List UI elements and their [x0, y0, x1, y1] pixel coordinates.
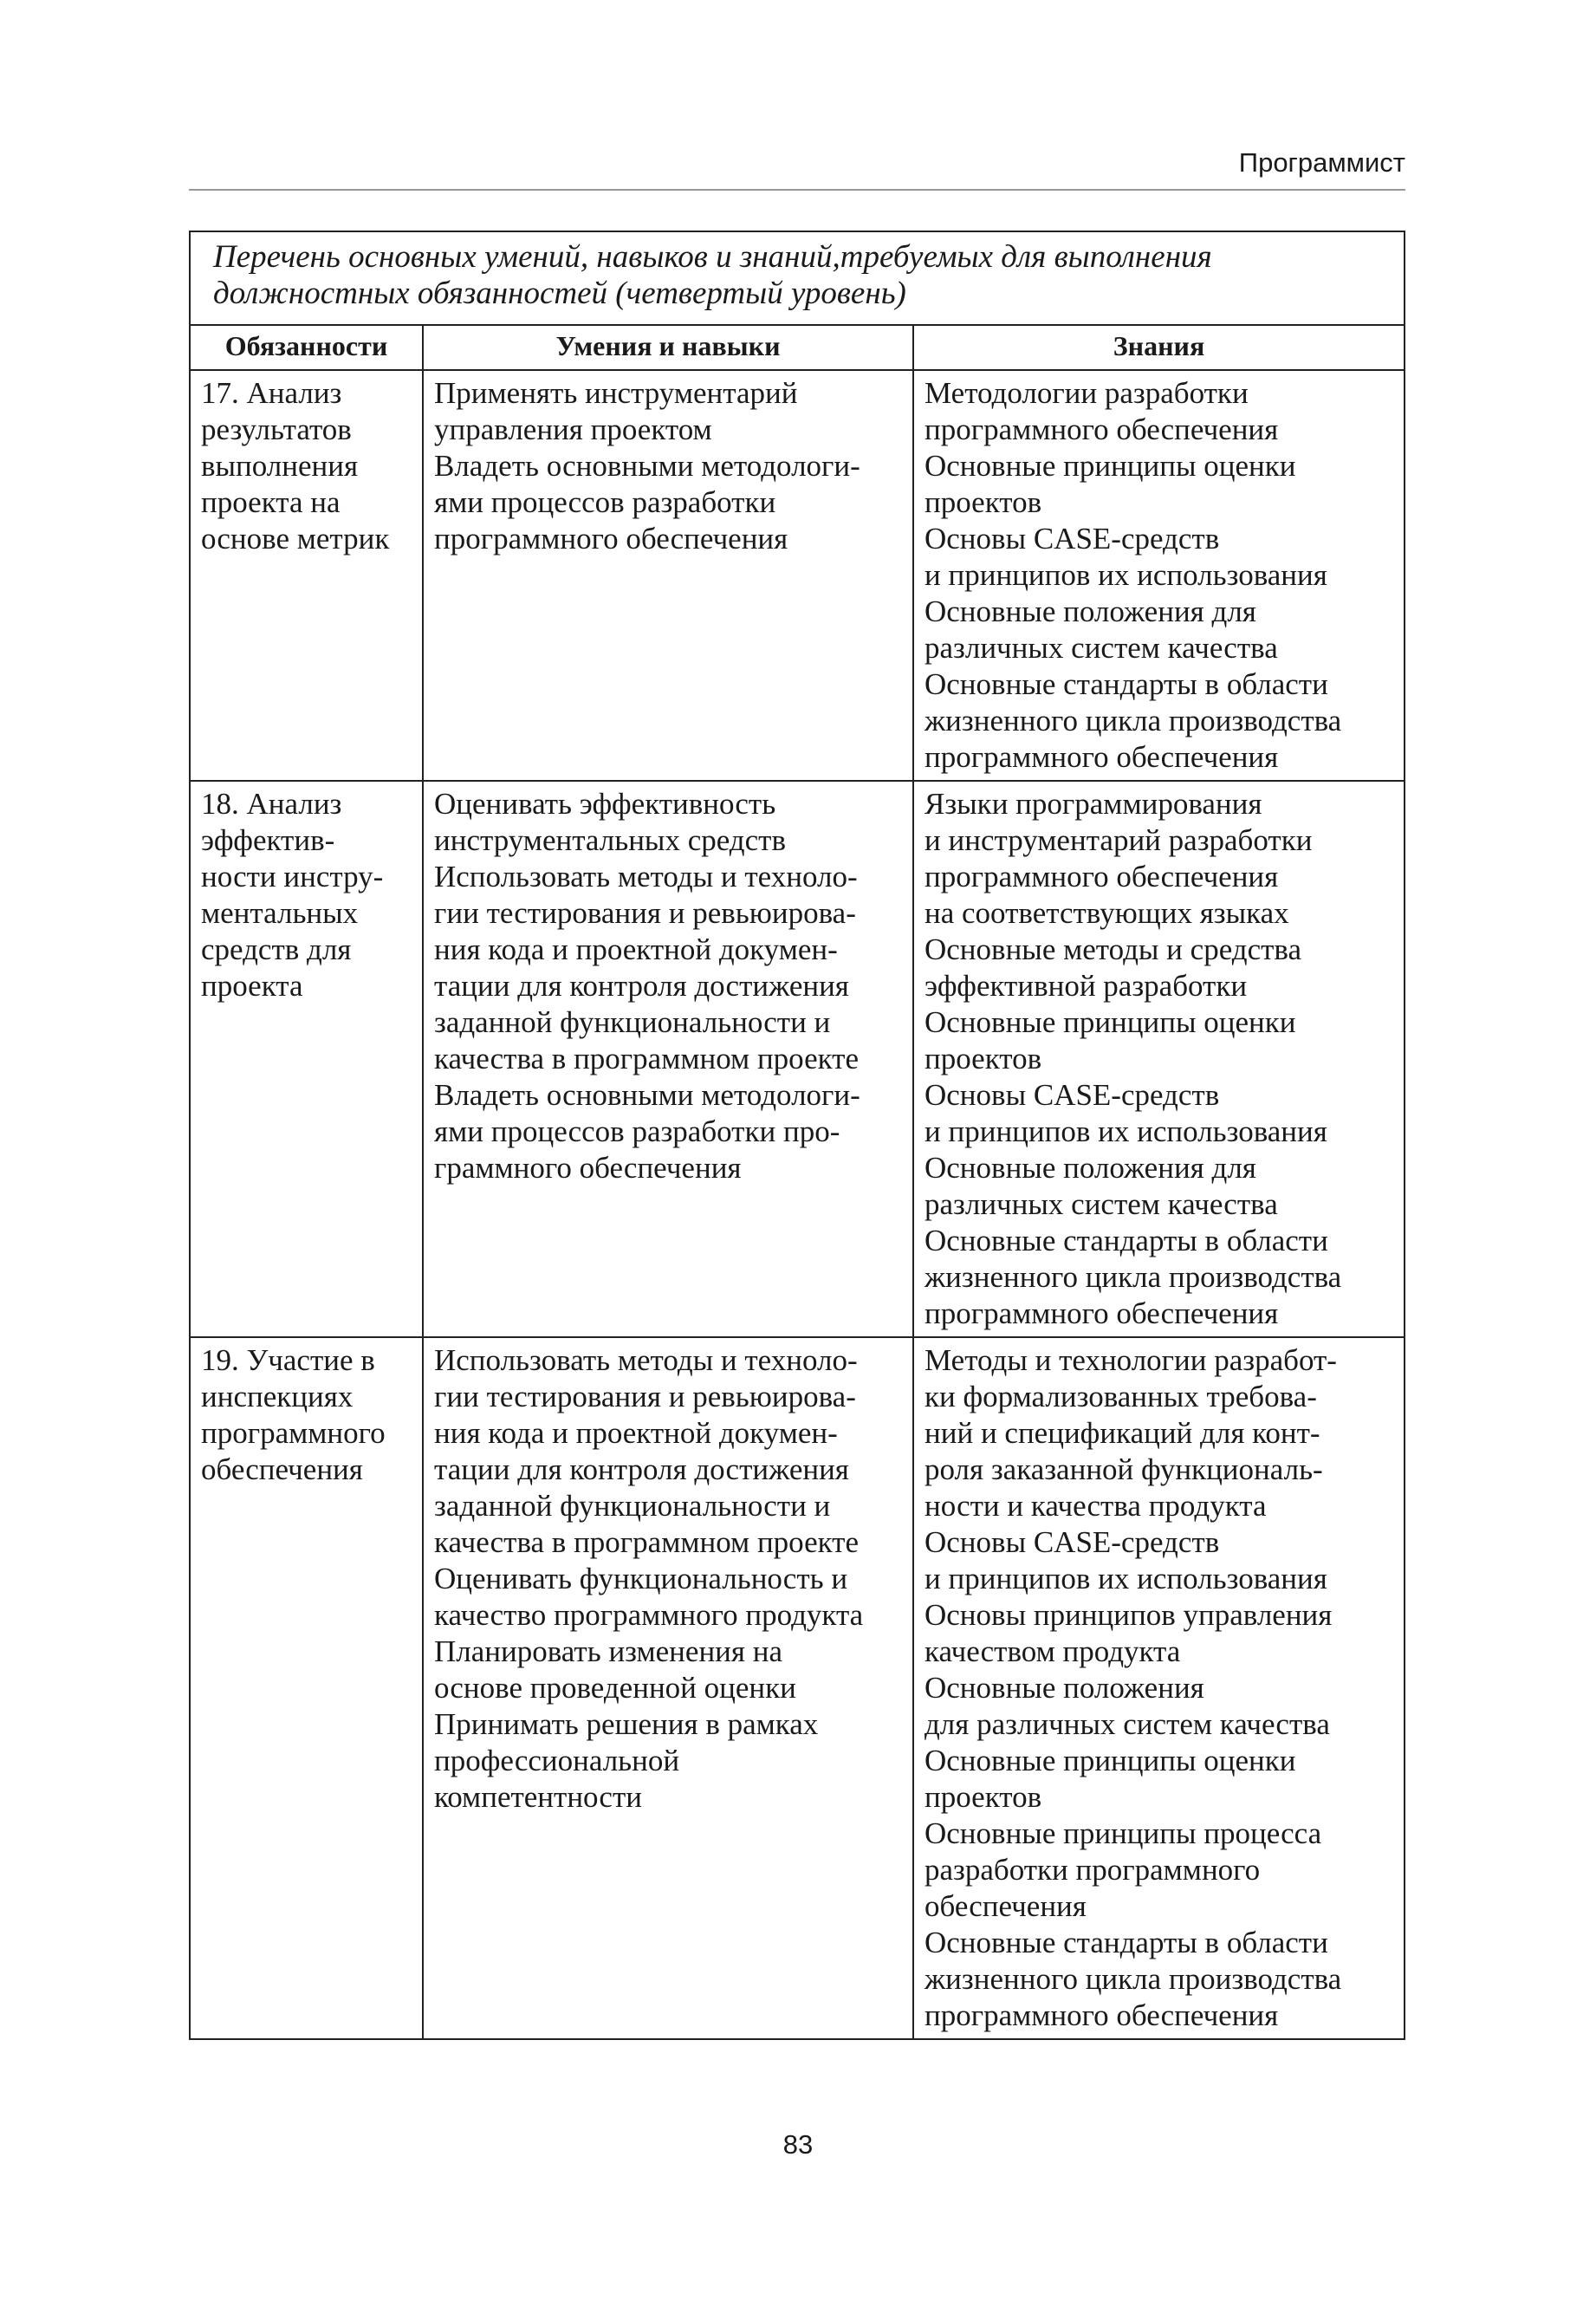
cell-text-line: 18. Анализ: [201, 787, 342, 821]
cell-text-line: Планировать изменения на: [434, 1634, 783, 1668]
cell-text-line: ния кода и проектной докумен-: [434, 932, 838, 966]
cell-text-line: и принципов их использования: [925, 1562, 1327, 1595]
cell-text-line: Основные принципы оценки: [925, 1005, 1296, 1039]
cell-text-line: Основные принципы оценки: [925, 449, 1296, 483]
skills-cell: [423, 1337, 913, 2038]
cell-text-line: программного обеспечения: [925, 1296, 1279, 1330]
cell-text-line: основе метрик: [201, 522, 390, 556]
cell-text-line: различных систем качества: [925, 1187, 1278, 1221]
cell-text-line: граммного обеспечения: [434, 1151, 742, 1185]
cell-text-line: роля заказанной функциональ-: [925, 1452, 1323, 1486]
cell-text-line: программного обеспечения: [925, 413, 1279, 446]
cell-text-line: качеством продукта: [925, 1634, 1181, 1668]
cell-text-line: основе проведенной оценки: [434, 1671, 796, 1705]
cell-text-line: тации для контроля достижения: [434, 969, 849, 1003]
cell-text-line: средств для: [201, 932, 352, 966]
cell-text-line: инспекциях: [201, 1380, 354, 1413]
table-row: [191, 781, 1404, 1337]
cell-text-line: эффектив-: [201, 823, 335, 857]
cell-text-line: компетентности: [434, 1780, 642, 1814]
skills-cell: [423, 781, 913, 1337]
cell-text-line: проектов: [925, 1042, 1042, 1075]
table-title-line: Перечень основных умений, навыков и знаний,требуемых для выполнения: [213, 239, 1212, 275]
cell-text-line: гии тестирования и ревьюирова-: [434, 896, 856, 930]
cell-text-line: ний и спецификаций для конт-: [925, 1416, 1320, 1450]
cell-text-line: программного обеспечения: [925, 1998, 1279, 2032]
cell-text-line: ки формализованных требова-: [925, 1380, 1317, 1413]
cell-text-line: Методологии разработки: [925, 376, 1249, 410]
cell-text-line: на соответствующих языках: [925, 896, 1289, 930]
cell-text-line: программного обеспечения: [925, 740, 1279, 774]
knowledge-cell: [913, 781, 1404, 1337]
cell-text-line: Языки программирования: [925, 787, 1262, 821]
cell-text-line: Основы принципов управления: [925, 1598, 1333, 1632]
table-title: [191, 232, 1404, 324]
cell-text-line: Основные принципы оценки: [925, 1744, 1296, 1777]
cell-text-line: качество программного продукта: [434, 1598, 864, 1632]
cell-text-line: ности инстру-: [201, 860, 384, 893]
competency-table-frame: [189, 231, 1405, 2040]
cell-text-line: программного обеспечения: [925, 860, 1279, 893]
cell-text-line: проекта: [201, 969, 303, 1003]
cell-text-line: качества в программном проекте: [434, 1042, 860, 1075]
duty-cell: [191, 370, 423, 781]
skills-cell: [423, 370, 913, 781]
cell-text-line: Владеть основными методологи-: [434, 449, 860, 483]
cell-text-line: Основы CASE-средств: [925, 522, 1220, 556]
cell-text-line: разработки программного: [925, 1853, 1261, 1887]
cell-text-line: Основные положения для: [925, 1151, 1256, 1185]
knowledge-cell: [913, 370, 1404, 781]
competency-table: [191, 324, 1404, 2038]
table-title-line: должностных обязанностей (четвертый уровень): [213, 276, 906, 311]
cell-text-line: Методы и технологии разработ-: [925, 1343, 1337, 1377]
cell-text-line: различных систем качества: [925, 631, 1278, 665]
cell-text-line: Использовать методы и техноло-: [434, 860, 858, 893]
running-header: Программист: [189, 146, 1405, 191]
page-number: 83: [782, 2129, 814, 2160]
cell-text-line: качества в программном проекте: [434, 1525, 860, 1559]
cell-text-line: ности и качества продукта: [925, 1489, 1267, 1523]
cell-text-line: Принимать решения в рамках: [434, 1707, 819, 1741]
cell-text-line: жизненного цикла производства: [925, 704, 1342, 737]
cell-text-line: гии тестирования и ревьюирова-: [434, 1380, 856, 1413]
cell-text-line: Владеть основными методологи-: [434, 1078, 860, 1112]
cell-text-line: заданной функциональности и: [434, 1005, 831, 1039]
cell-text-line: результатов: [201, 413, 352, 446]
cell-text-line: тации для контроля достижения: [434, 1452, 849, 1486]
cell-text-line: обеспечения: [925, 1889, 1087, 1923]
cell-text-line: Применять инструментарий: [434, 376, 798, 410]
column-header-duties: Обязанности: [191, 325, 423, 370]
cell-text-line: Оценивать функциональность и: [434, 1562, 848, 1595]
cell-text-line: инструментальных средств: [434, 823, 786, 857]
cell-text-line: обеспечения: [201, 1452, 363, 1486]
cell-text-line: Оценивать эффективность: [434, 787, 776, 821]
cell-text-line: проектов: [925, 1780, 1042, 1814]
cell-text-line: Основные стандарты в области: [925, 1224, 1328, 1257]
cell-text-line: 19. Участие в: [201, 1343, 375, 1377]
duty-cell: [191, 781, 423, 1337]
cell-text-line: ния кода и проектной докумен-: [434, 1416, 838, 1450]
cell-text-line: Основные стандарты в области: [925, 667, 1328, 701]
cell-text-line: 17. Анализ: [201, 376, 342, 410]
table-header-row: [191, 325, 1404, 370]
cell-text-line: проектов: [925, 485, 1042, 519]
cell-text-line: жизненного цикла производства: [925, 1260, 1342, 1294]
cell-text-line: профессиональной: [434, 1744, 680, 1777]
cell-text-line: и инструментарий разработки: [925, 823, 1313, 857]
column-header-skills: Умения и навыки: [423, 325, 913, 370]
cell-text-line: Основные положения: [925, 1671, 1204, 1705]
cell-text-line: ями процессов разработки: [434, 485, 776, 519]
cell-text-line: Использовать методы и техноло-: [434, 1343, 858, 1377]
cell-text-line: ментальных: [201, 896, 359, 930]
cell-text-line: для различных систем качества: [925, 1707, 1330, 1741]
duty-cell: [191, 1337, 423, 2038]
cell-text-line: управления проектом: [434, 413, 712, 446]
cell-text-line: Основы CASE-средств: [925, 1525, 1220, 1559]
cell-text-line: Основные принципы процесса: [925, 1816, 1322, 1850]
cell-text-line: жизненного цикла производства: [925, 1962, 1342, 1996]
cell-text-line: и принципов их использования: [925, 1114, 1327, 1148]
cell-text-line: Основные стандарты в области: [925, 1926, 1328, 1959]
cell-text-line: заданной функциональности и: [434, 1489, 831, 1523]
cell-text-line: Основные методы и средства: [925, 932, 1302, 966]
cell-text-line: ями процессов разработки про-: [434, 1114, 840, 1148]
table-row: [191, 370, 1404, 781]
cell-text-line: Основы CASE-средств: [925, 1078, 1220, 1112]
cell-text-line: эффективной разработки: [925, 969, 1248, 1003]
column-header-knowledge: Знания: [913, 325, 1404, 370]
cell-text-line: выполнения: [201, 449, 359, 483]
cell-text-line: и принципов их использования: [925, 558, 1327, 592]
cell-text-line: проекта на: [201, 485, 341, 519]
cell-text-line: программного обеспечения: [434, 522, 788, 556]
knowledge-cell: [913, 1337, 1404, 2038]
cell-text-line: Основные положения для: [925, 594, 1256, 628]
table-row: [191, 1337, 1404, 2038]
cell-text-line: программного: [201, 1416, 386, 1450]
